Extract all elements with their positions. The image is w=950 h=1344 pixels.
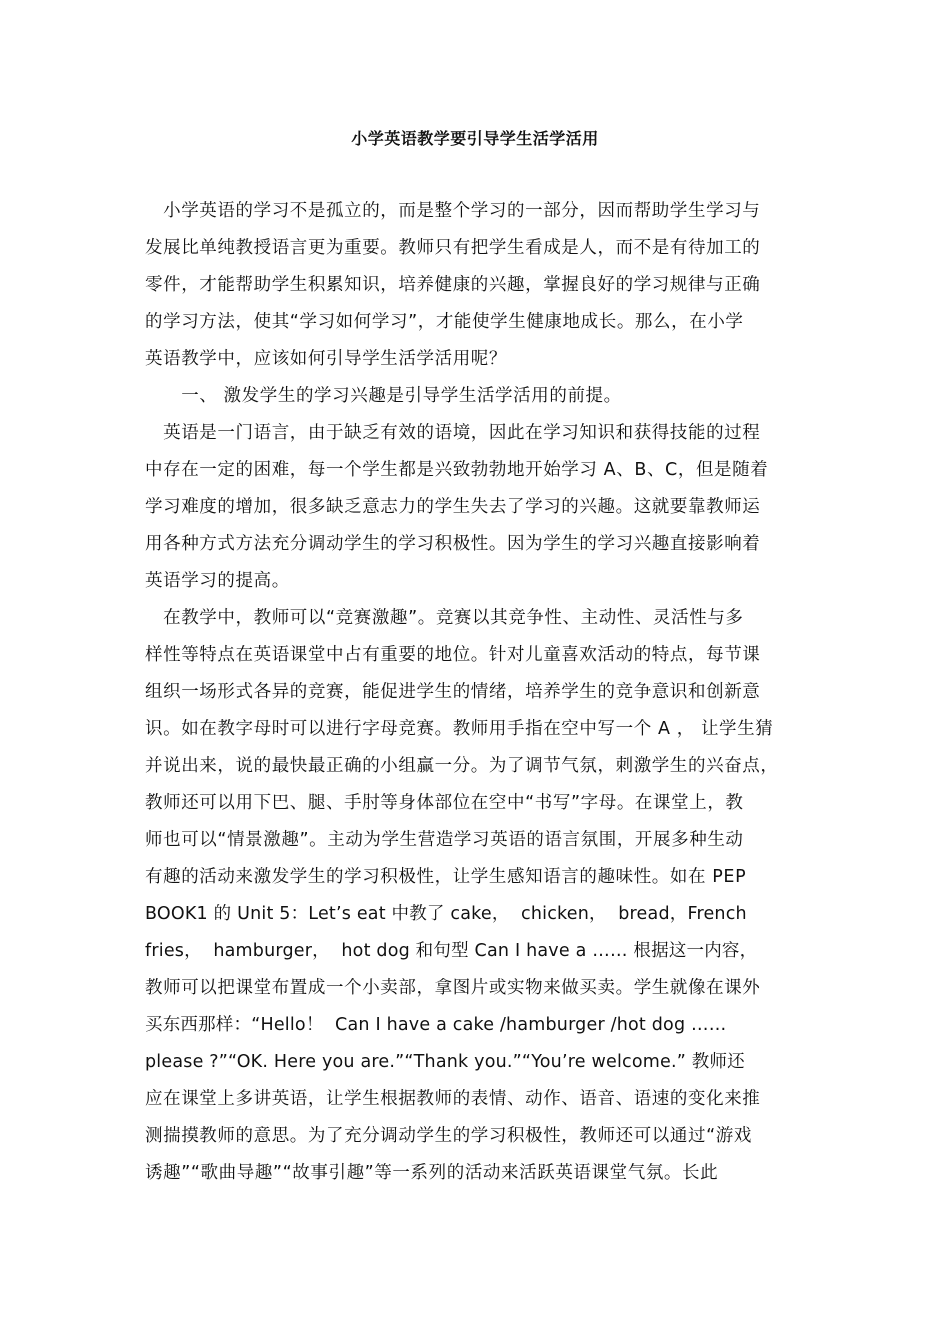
text-line: 识。如在教字母时可以进行字母竞赛。教师用手指在空中写一个 A ， 让学生猜 <box>145 719 774 739</box>
text-line: BOOK1 的 Unit 5：Let’s eat 中教了 cake， chicken， bread，French <box>145 904 747 924</box>
text-line: 英语是一门语言，由于缺乏有效的语境，因此在学习知识和获得技能的过程 <box>145 423 761 443</box>
text-line: 应在课堂上多讲英语，让学生根据教师的表情、动作、语音、语速的变化来推 <box>145 1089 761 1109</box>
text-line: 中存在一定的困难，每一个学生都是兴致勃勃地开始学习 A、B、C，但是随着 <box>145 460 769 480</box>
text-line: 买东西那样：“Hello！ Can I have a cake /hamburger /hot dog …… <box>145 1015 727 1035</box>
document-title: 小学英语教学要引导学生活学活用 <box>351 129 599 148</box>
text-line: 测揣摸教师的意思。为了充分调动学生的学习积极性，教师还可以通过“游戏 <box>145 1126 752 1146</box>
text-line: 的学习方法，使其“学习如何学习”，才能使学生健康地成长。那么，在小学 <box>145 312 744 332</box>
text-line: 英语学习的提高。 <box>145 571 290 591</box>
text-line: fries， hamburger， hot dog 和句型 Can I have a …… 根据这一内容， <box>145 941 758 961</box>
section-heading: 一、 激发学生的学习兴趣是引导学生活学活用的前提。 <box>145 386 622 406</box>
text-line: 发展比单纯教授语言更为重要。教师只有把学生看成是人，而不是有待加工的 <box>145 238 761 258</box>
text-line: 组织一场形式各异的竞赛，能促进学生的情绪，培养学生的竞争意识和创新意 <box>145 682 761 702</box>
text-line: 用各种方式方法充分调动学生的学习积极性。因为学生的学习兴趣直接影响着 <box>145 534 761 554</box>
text-line: 样性等特点在英语课堂中占有重要的地位。针对儿童喜欢活动的特点，每节课 <box>145 645 761 665</box>
text-line: 并说出来，说的最快最正确的小组赢一分。为了调节气氛，刺激学生的兴奋点， <box>145 756 779 776</box>
text-line: 小学英语的学习不是孤立的，而是整个学习的一部分，因而帮助学生学习与 <box>145 201 761 221</box>
document-body <box>145 193 810 1192</box>
text-line: 在教学中，教师可以“竞赛激趣”。竞赛以其竞争性、主动性、灵活性与多 <box>145 608 744 628</box>
text-line: please ?”“OK. Here you are.”“Thank you.”“You’re welcome.” 教师还 <box>145 1052 745 1072</box>
text-line: 学习难度的增加，很多缺乏意志力的学生失去了学习的兴趣。这就要靠教师运 <box>145 497 761 517</box>
text-line: 诱趣”“歌曲导趣”“故事引趣”等一系列的活动来活跃英语课堂气氛。长此 <box>145 1163 719 1183</box>
text-line: 有趣的活动来激发学生的学习积极性，让学生感知语言的趣味性。如在 PEP <box>145 867 747 887</box>
text-line: 英语教学中，应该如何引导学生活学活用呢？ <box>145 349 507 369</box>
text-line: 教师可以把课堂布置成一个小卖部，拿图片或实物来做买卖。学生就像在课外 <box>145 978 761 998</box>
text-line: 师也可以“情景激趣”。主动为学生营造学习英语的语言氛围，开展多种生动 <box>145 830 744 850</box>
text-line: 教师还可以用下巴、腿、手肘等身体部位在空中“书写”字母。在课堂上，教 <box>145 793 744 813</box>
text-line: 零件，才能帮助学生积累知识，培养健康的兴趣，掌握良好的学习规律与正确 <box>145 275 761 295</box>
